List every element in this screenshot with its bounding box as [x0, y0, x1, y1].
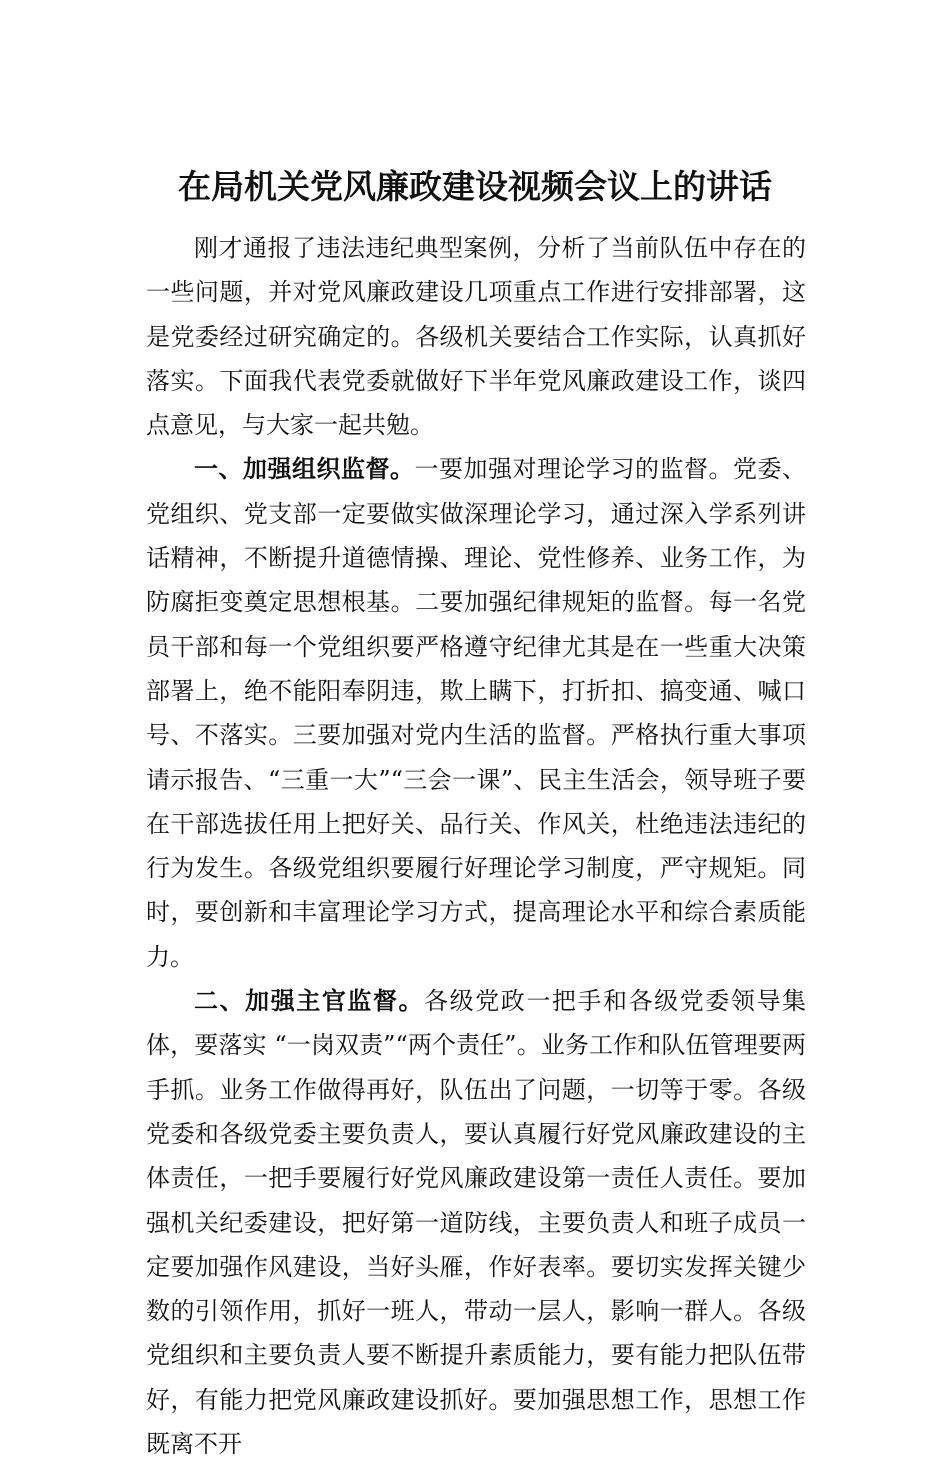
paragraph-text: 刚才通报了违法违纪典型案例，分析了当前队伍中存在的一些问题，并对党风廉政建设几项重点工作进行安排部署，这是党委经过研究确定的。各级机关要结合工作实际，认真抓好落实。下面我代表党委就做好下半年党风廉政建设工作，谈四点意见，与大家一起共勉。: [146, 234, 806, 440]
paragraph-section-2: [146, 979, 806, 1466]
paragraph-text: 各级党政一把手和各级党委领导集体，要落实 “一岗双责”“两个责任”。业务工作和队伍管理要两手抓。业务工作做得再好，队伍出了问题，一切等于零。各级党委和各级党委主要负责人，要认真履行好党风廉政建设的主体责任，一把手要履行好党风廉政建设第一责任人责任。要加强机关纪委建设，把好第一道防线，主要负责人和班子成员一定要加强作风建设，当好头雁，作好表率。要切实发挥关键少数的引领作用，抓好一班人，带动一层人，影响一群人。各级党组织和主要负责人要不断提升素质能力，要有能力把队伍带好，有能力把党风廉政建设抓好。要加强思想工作，思想工作既离不开: [146, 987, 807, 1459]
document-body: [146, 226, 806, 1466]
paragraph-text: 一要加强对理论学习的监督。党委、党组织、党支部一定要做实做深理论学习，通过深入学系列讲话精神，不断提升道德情操、理论、党性修养、业务工作，为防腐拒变奠定思想根基。二要加强纪律规矩的监督。每一名党员干部和每一个党组织要严格遵守纪律尤其是在一些重大决策部署上，绝不能阳奉阴违，欺上瞒下，打折扣、搞变通、喊口号、不落实。三要加强对党内生活的监督。严格执行重大事项请示报告、“三重一大”“三会一课”、民主生活会，领导班子要在干部选拔任用上把好关、品行关、作风关，杜绝违法违纪的行为发生。各级党组织要履行好理论学习制度，严守规矩。同时，要创新和丰富理论学习方式，提高理论水平和综合素质能力。: [146, 455, 806, 971]
paragraph-section-1: [146, 447, 806, 979]
paragraph-intro: [146, 226, 806, 447]
section-heading: 二、加强主官监督。: [194, 987, 425, 1016]
section-heading: 一、加强组织监督。: [194, 455, 415, 484]
document-title: 在局机关党风廉政建设视频会议上的讲话: [178, 167, 772, 206]
